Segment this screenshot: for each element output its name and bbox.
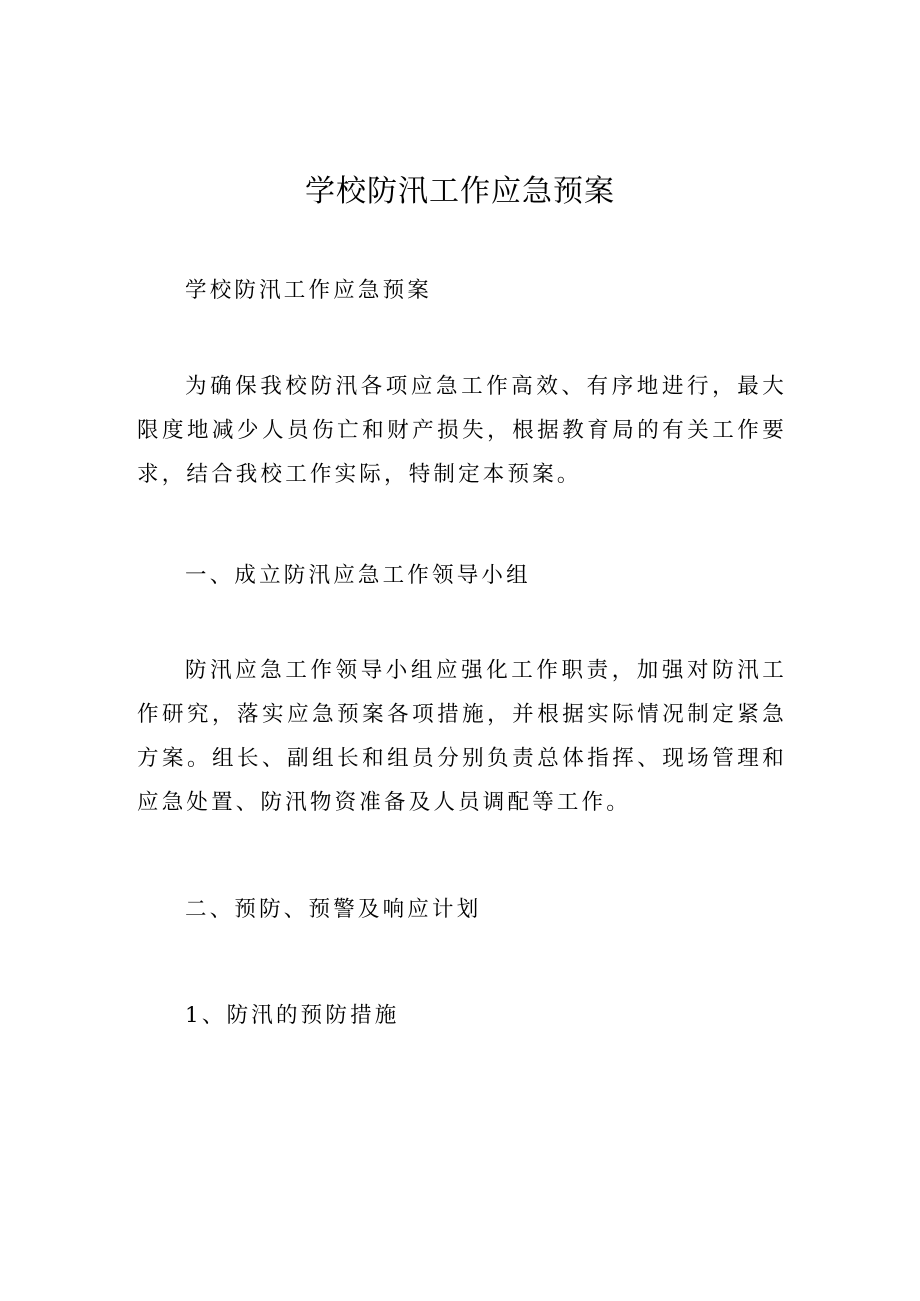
document-title: 学校防汛工作应急预案 [305, 174, 615, 209]
section-heading-2: 二、预防、预警及响应计划 [185, 897, 482, 922]
section-1-paragraph: 防汛应急工作领导小组应强化工作职责，加强对防汛工作研究，落实应急预案各项措施，并根据实际情况制定紧急方案。组长、副组长和组员分别负责总体指挥、现场管理和应急处置、防汛物资准备及人员调配等工作。 [137, 658, 787, 815]
document-subtitle: 学校防汛工作应急预案 [185, 278, 433, 303]
intro-paragraph: 为确保我校防汛各项应急工作高效、有序地进行，最大限度地减少人员伤亡和财产损失，根据教育局的有关工作要求，结合我校工作实际，特制定本预案。 [137, 374, 787, 487]
subsection-heading-1: 1、防汛的预防措施 [185, 1003, 400, 1028]
section-heading-1: 一、成立防汛应急工作领导小组 [185, 563, 531, 588]
